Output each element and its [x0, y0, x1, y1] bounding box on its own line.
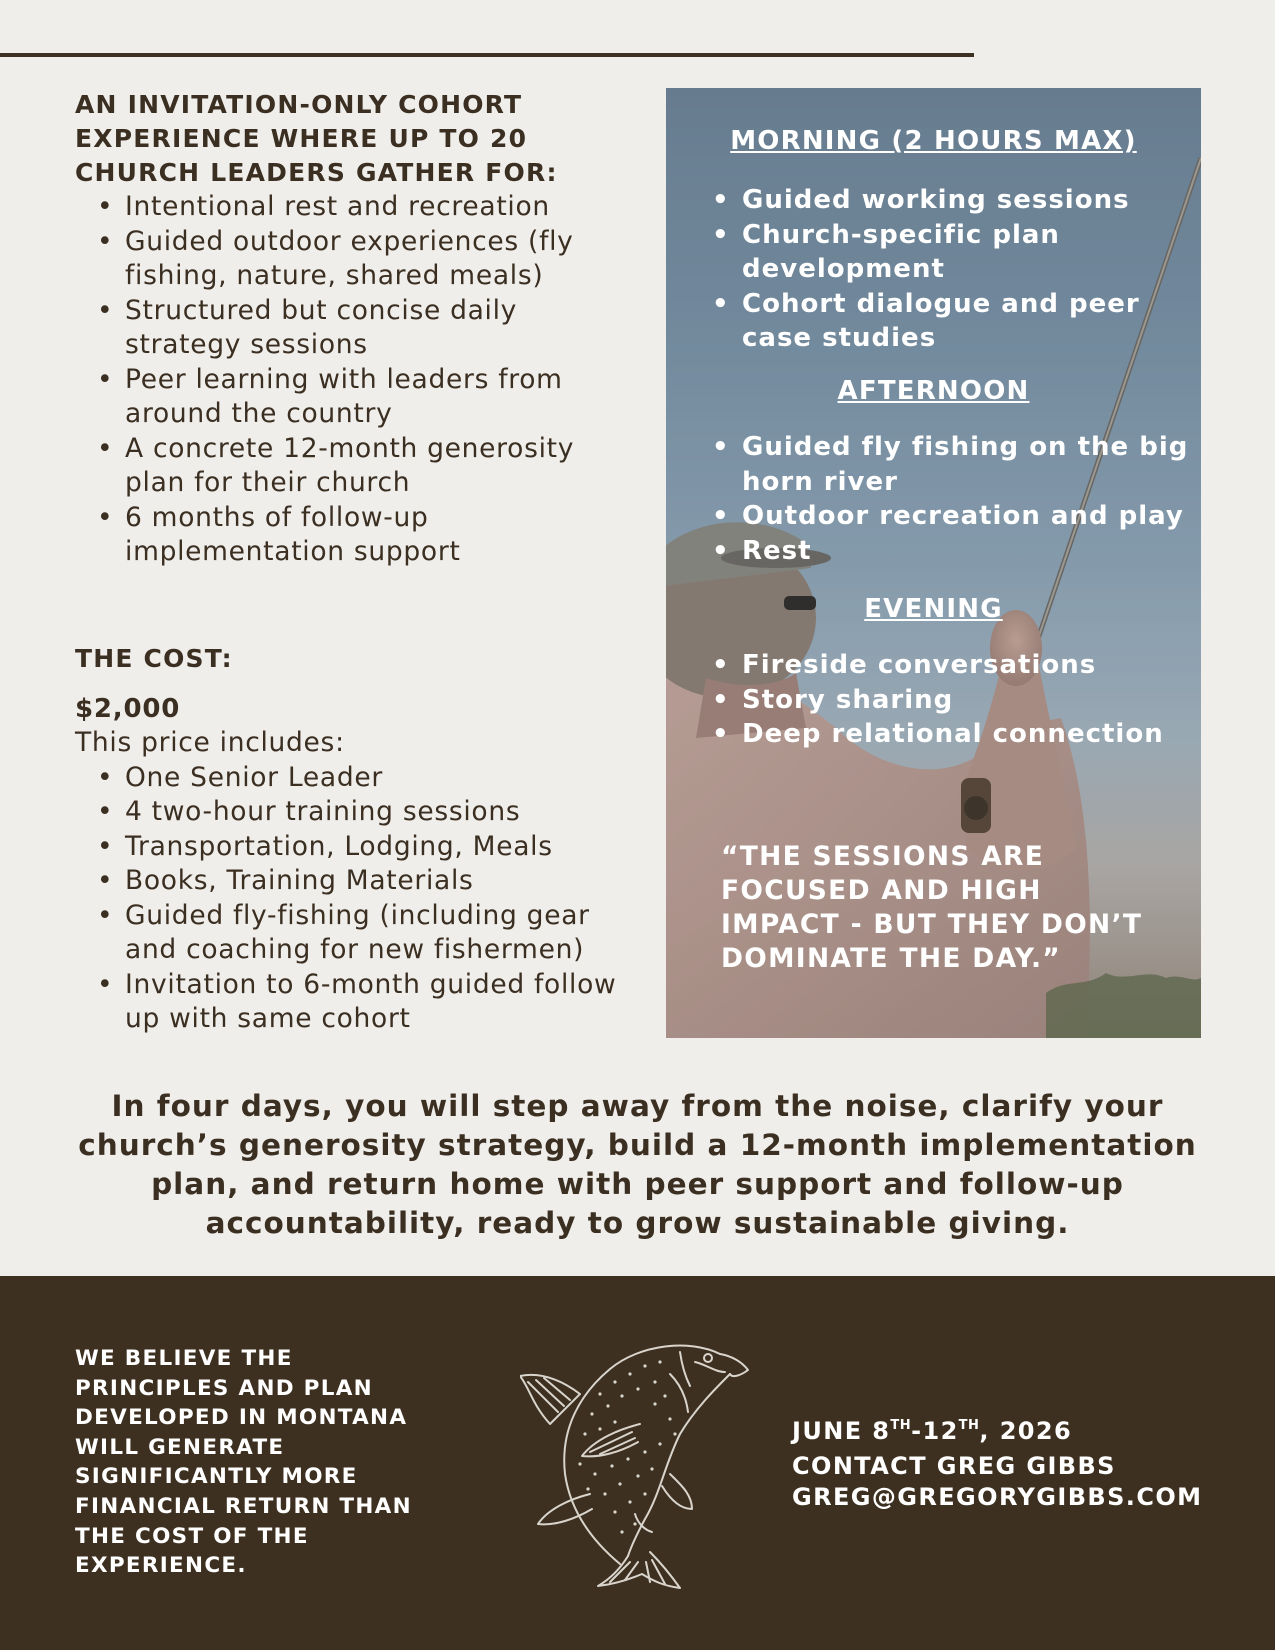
list-item: • Invitation to 6-month guided follow up with same cohort — [125, 968, 645, 1037]
list-item: • One Senior Leader — [125, 761, 645, 796]
trout-icon — [520, 1334, 750, 1589]
includes-label: This price includes: — [75, 727, 345, 758]
list-item: • Outdoor recreation and play — [742, 499, 1201, 534]
list-item: • Church-specific plan development — [742, 218, 1201, 287]
evening-list — [666, 648, 1201, 752]
list-item: • Fireside conversations — [742, 648, 1201, 683]
intro-heading: AN INVITATION-ONLY COHORT EXPERIENCE WHERE UP TO 20 CHURCH LEADERS GATHER FOR: — [75, 90, 558, 187]
contact-name: CONTACT GREG GIBBS — [792, 1452, 1116, 1480]
list-item: • Deep relational connection — [742, 717, 1201, 752]
date-end-day: -12 — [911, 1417, 959, 1445]
includes-list — [75, 761, 645, 1037]
footer — [0, 1276, 1275, 1650]
list-item: • Books, Training Materials — [125, 864, 645, 899]
list-item: • A concrete 12-month generosity plan for their church — [125, 432, 635, 501]
list-item: • Rest — [742, 534, 1201, 569]
list-item: • Intentional rest and recreation — [125, 190, 635, 225]
belief-statement: WE BELIEVE THE PRINCIPLES AND PLAN DEVELOPED IN MONTANA WILL GENERATE SIGNIFICANTLY MORE FINANCIAL RETURN THAN THE COST OF THE EXPERIENCE. — [75, 1346, 412, 1579]
event-contact — [792, 1416, 1252, 1513]
morning-heading: MORNING (2 HOURS MAX) — [730, 126, 1137, 156]
cost-section — [75, 692, 645, 1037]
event-date — [792, 1416, 1252, 1451]
list-item: • Guided fly-fishing (including gear and coaching for new fishermen) — [125, 899, 645, 968]
list-item: • Cohort dialogue and peer case studies — [742, 287, 1201, 356]
date-suffix: TH — [958, 1418, 980, 1433]
list-item: • 6 months of follow-up implementation support — [125, 501, 635, 570]
list-item: • Structured but concise daily strategy sessions — [125, 294, 635, 363]
list-item: • Guided outdoor experiences (fly fishing, nature, shared meals) — [125, 225, 635, 294]
afternoon-list — [666, 430, 1201, 568]
price: $2,000 — [75, 694, 181, 724]
top-divider — [0, 53, 974, 57]
date-suffix: TH — [890, 1418, 912, 1433]
afternoon-heading: AFTERNOON — [837, 376, 1030, 406]
summary-statement: In four days, you will step away from the noise, clarify your church’s generosity strategy, build a 12-month implementation plan, and return home with peer support and follow-up accountability, ready to grow sustainable giving. — [78, 1089, 1197, 1240]
morning-list — [666, 183, 1201, 356]
list-item: • Story sharing — [742, 683, 1201, 718]
date-year: , 2026 — [979, 1417, 1073, 1445]
list-item: • Guided fly fishing on the big horn river — [742, 430, 1201, 499]
list-item: • Transportation, Lodging, Meals — [125, 830, 645, 865]
schedule-card — [666, 88, 1201, 1038]
list-item: • 4 two-hour training sessions — [125, 795, 645, 830]
contact-email: GREG@GREGORYGIBBS.COM — [792, 1483, 1203, 1511]
benefits-list — [75, 190, 635, 570]
intro-section — [75, 88, 635, 570]
list-item: • Peer learning with leaders from around the country — [125, 363, 635, 432]
cost-heading: THE COST: — [75, 644, 233, 673]
date-month: JUNE 8 — [792, 1417, 891, 1445]
evening-heading: EVENING — [864, 594, 1003, 624]
testimonial-quote: “THE SESSIONS ARE FOCUSED AND HIGH IMPACT - BUT THEY DON’T DOMINATE THE DAY.” — [721, 841, 1143, 974]
list-item: • Guided working sessions — [742, 183, 1201, 218]
